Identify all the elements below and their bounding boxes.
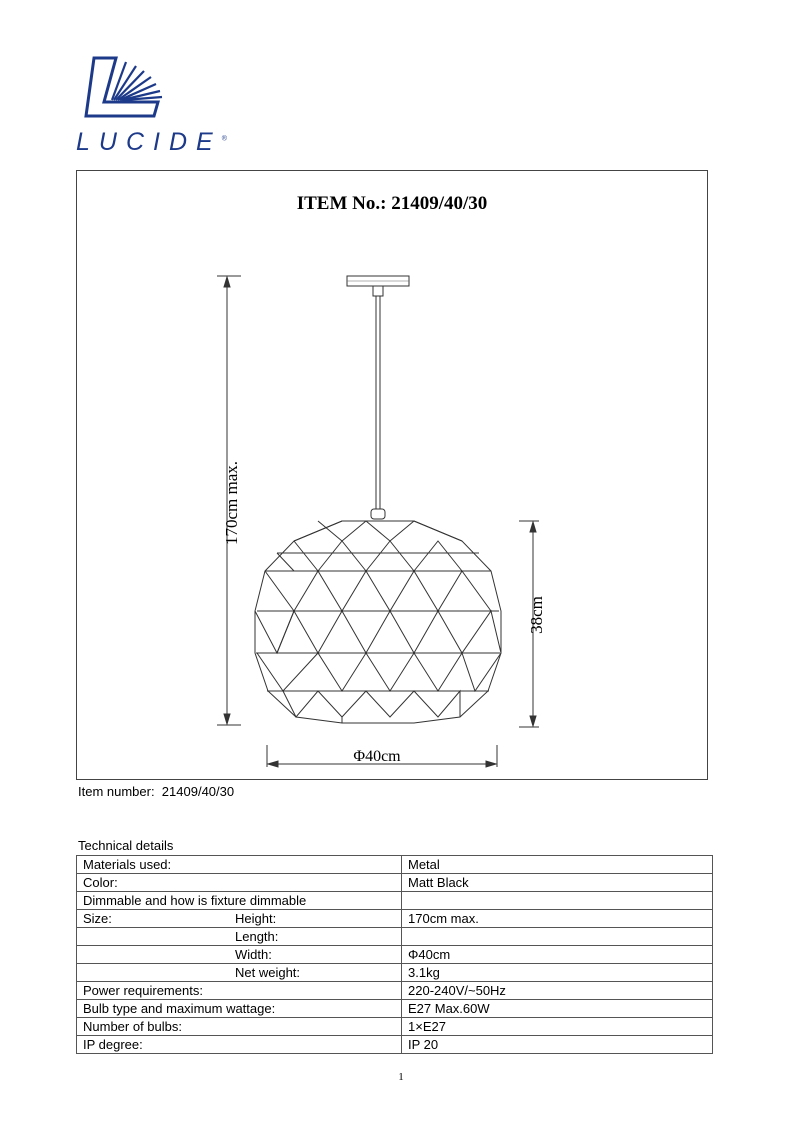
- spec-value: Metal: [402, 856, 713, 874]
- spec-label-cell: [77, 1018, 402, 1036]
- faceted-sphere-shade: [255, 521, 501, 723]
- lucide-logo-mark: [76, 56, 186, 120]
- technical-details-heading: Technical details: [78, 838, 174, 853]
- suspension-rod: [376, 296, 380, 510]
- spec-label-cell: [77, 964, 402, 982]
- spec-sublabel: Width:: [235, 947, 272, 962]
- technical-details-table: [76, 855, 713, 1054]
- pendant-lamp-drawing: [77, 171, 707, 779]
- spec-label-cell: [77, 946, 402, 964]
- spec-label-cell: [77, 928, 402, 946]
- table-row: [77, 1036, 713, 1054]
- drawing-title: ITEM No.: 21409/40/30: [296, 193, 488, 214]
- spec-value: Φ40cm: [402, 946, 713, 964]
- spec-label-cell: [77, 892, 402, 910]
- spec-label: Color:: [83, 875, 118, 890]
- spec-label: Materials used:: [83, 857, 172, 872]
- diameter-label: Φ40cm: [353, 748, 401, 765]
- item-number-line: Item number: 21409/40/30: [78, 784, 235, 799]
- spec-label-cell: [77, 910, 402, 928]
- spec-label-cell: [77, 1000, 402, 1018]
- spec-label: IP degree:: [83, 1037, 143, 1052]
- table-row: [77, 964, 713, 982]
- spec-sublabel: Net weight:: [235, 965, 301, 980]
- table-row: [77, 856, 713, 874]
- height-label: 170cm max.: [222, 460, 241, 546]
- spec-value: E27 Max.60W: [402, 1000, 713, 1018]
- spec-value: Matt Black: [402, 874, 713, 892]
- lucide-logo: [76, 56, 227, 156]
- spec-value: 1×E27: [402, 1018, 713, 1036]
- spec-label: Dimmable and how is fixture dimmable: [83, 893, 307, 908]
- spec-sublabel: Length:: [235, 929, 279, 944]
- spec-label-cell: [77, 982, 402, 1000]
- page-number: 1: [398, 1071, 404, 1083]
- spec-label: Number of bulbs:: [83, 1019, 182, 1034]
- spec-label-cell: [77, 1036, 402, 1054]
- lamp-holder: [371, 509, 385, 519]
- spec-label-cell: [77, 856, 402, 874]
- shade-height-label: 38cm: [527, 596, 546, 634]
- spec-value: IP 20: [402, 1036, 713, 1054]
- lucide-logo-text: LUCIDE®: [76, 128, 227, 156]
- spec-value: 220-240V/~50Hz: [402, 982, 713, 1000]
- spec-label: Size:: [83, 911, 112, 926]
- table-row: [77, 874, 713, 892]
- table-row: [77, 982, 713, 1000]
- spec-sublabel: Height:: [235, 911, 277, 926]
- table-row: [77, 1000, 713, 1018]
- spec-label: Power requirements:: [83, 983, 203, 998]
- table-row: [77, 928, 713, 946]
- spec-label-cell: [77, 874, 402, 892]
- table-row: [77, 892, 713, 910]
- spec-label: Bulb type and maximum wattage:: [83, 1001, 276, 1016]
- spec-value: 3.1kg: [402, 964, 713, 982]
- table-row: [77, 910, 713, 928]
- spec-value: 170cm max.: [402, 910, 713, 928]
- spec-value: [402, 892, 713, 910]
- table-row: [77, 946, 713, 964]
- technical-drawing: [76, 170, 708, 780]
- spec-value: [402, 928, 713, 946]
- table-row: [77, 1018, 713, 1036]
